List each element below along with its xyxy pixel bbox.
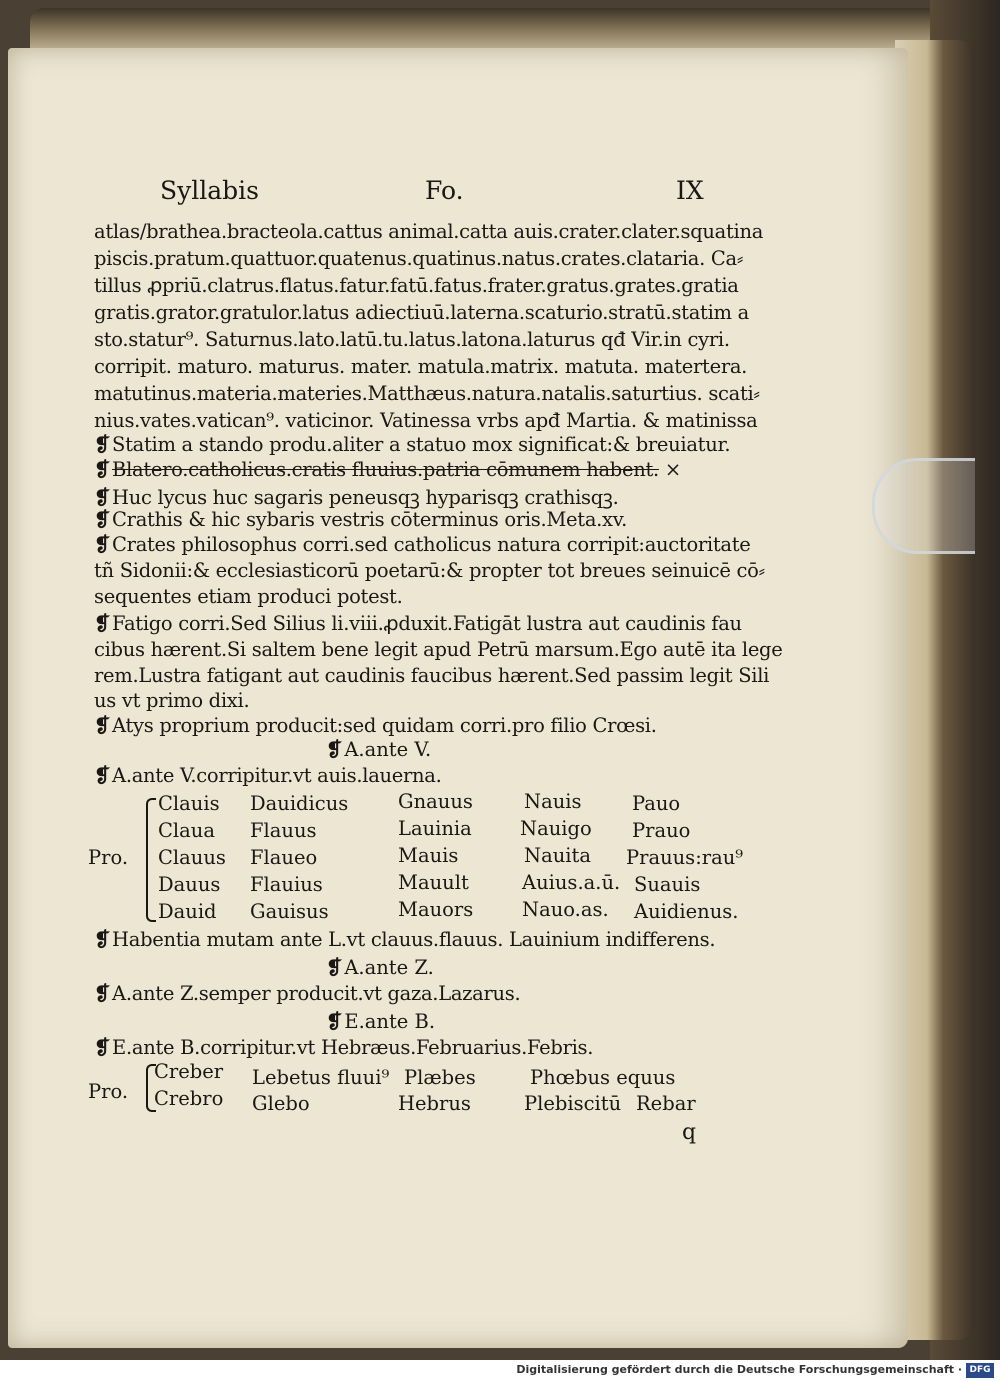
word-cell: Gauisus bbox=[250, 900, 329, 923]
pilcrow-icon: ❡ bbox=[94, 533, 111, 556]
pilcrow-icon: ❡ bbox=[94, 458, 111, 481]
body-line: sto.statur⁹. Saturnus.lato.latū.tu.latus.latona.laturus qđ Vir.in cyri. bbox=[94, 328, 730, 351]
word-cell: Mauors bbox=[398, 898, 474, 921]
brace bbox=[146, 798, 156, 922]
word-cell: Hebrus bbox=[398, 1092, 471, 1115]
pilcrow-icon: ❡ bbox=[94, 508, 111, 531]
word-cell: Pauo bbox=[632, 792, 681, 815]
paragraph-line: ❡ Crates philosophus corri.sed catholicus natura corripit:auctoritate bbox=[94, 533, 751, 556]
section-heading: ❡ A.ante Z. bbox=[326, 956, 434, 979]
word-cell: Plæbes bbox=[404, 1066, 476, 1089]
folio-number: IX bbox=[676, 176, 704, 205]
word-cell: Auius.a.ū. bbox=[522, 871, 621, 894]
paragraph-line: ❡ Crathis & hic sybaris vestris cōterminus oris.Meta.xv. bbox=[94, 508, 628, 531]
signature-mark: q bbox=[682, 1120, 697, 1145]
word-cell: Nauis bbox=[524, 790, 582, 813]
pilcrow-icon: ❡ bbox=[94, 764, 111, 787]
word-cell: Creber bbox=[154, 1060, 224, 1083]
pilcrow-icon: ❡ bbox=[94, 714, 111, 737]
paragraph-line bbox=[94, 458, 681, 481]
footer-bar bbox=[0, 1360, 1000, 1382]
word-cell: Rebar bbox=[636, 1092, 696, 1115]
footer-credit: Digitalisierung gefördert durch die Deutsche Forschungsgemeinschaft · bbox=[516, 1363, 962, 1376]
body-line: nius.vates.vatican⁹. vaticinor. Vatinessa vrbs apđ Martia. & matinissa bbox=[94, 409, 758, 432]
pilcrow-icon: ❡ bbox=[326, 738, 343, 761]
word-cell: Glebo bbox=[252, 1092, 310, 1115]
body-line: corripit. maturo. maturus. mater. matula.matrix. matuta. matertera. bbox=[94, 355, 748, 378]
paragraph-line: ❡ Fatigo corri.Sed Silius li.viii.ꝓduxit.Fatigāt lustra aut caudinis fau bbox=[94, 612, 742, 635]
word-cell: Claua bbox=[158, 819, 215, 842]
section-heading: ❡ A.ante V. bbox=[326, 738, 432, 761]
paragraph-line: rem.Lustra fatigant aut caudinis faucibus hærent.Sed passim legit Sili bbox=[94, 664, 770, 687]
body-line: gratis.grator.gratulor.latus adiectiuū.laterna.scaturio.stratū.statim a bbox=[94, 301, 749, 324]
pilcrow-icon: ❡ bbox=[94, 1036, 111, 1059]
paragraph-line: sequentes etiam produci potest. bbox=[94, 585, 403, 608]
dfg-logo: DFG bbox=[966, 1363, 994, 1378]
word-cell: Clauis bbox=[158, 792, 220, 815]
body-line: tillus ꝓpriū.clatrus.flatus.fatur.fatū.fatus.frater.gratus.grates.gratia bbox=[94, 274, 739, 297]
paragraph-line: us vt primo dixi. bbox=[94, 689, 250, 712]
word-cell: Lebetus fluui⁹ bbox=[252, 1066, 390, 1089]
running-header-left: Syllabis bbox=[160, 176, 259, 205]
paperclip-icon bbox=[872, 458, 975, 554]
pilcrow-icon: ❡ bbox=[326, 956, 343, 979]
word-cell: Suauis bbox=[634, 873, 701, 896]
word-cell: Mauult bbox=[398, 871, 469, 894]
word-cell: Phœbus equus bbox=[530, 1066, 676, 1089]
pro-label: Pro. bbox=[88, 846, 129, 869]
pro-label: Pro. bbox=[88, 1080, 129, 1103]
section-rule: ❡ A.ante V.corripitur.vt auis.lauerna. bbox=[94, 764, 442, 787]
word-cell: Mauis bbox=[398, 844, 459, 867]
section-heading: ❡ E.ante B. bbox=[326, 1010, 436, 1033]
body-line: atlas/brathea.bracteola.cattus animal.catta auis.crater.clater.squatina bbox=[94, 220, 764, 243]
word-cell: Clauus bbox=[158, 846, 226, 869]
pilcrow-icon: ❡ bbox=[326, 1010, 343, 1033]
word-cell: Prauo bbox=[632, 819, 691, 842]
word-cell: Plebiscitū bbox=[524, 1092, 622, 1115]
pilcrow-icon: ❡ bbox=[94, 612, 111, 635]
word-cell: Nauigo bbox=[520, 817, 592, 840]
paragraph-line: ❡ Atys proprium producit:sed quidam corri.pro filio Crœsi. bbox=[94, 714, 657, 737]
pilcrow-icon: ❡ bbox=[94, 928, 111, 951]
paragraph-line: ❡ Statim a stando produ.aliter a statuo mox significat:& breuiatur. bbox=[94, 433, 731, 456]
pilcrow-icon: ❡ bbox=[94, 433, 111, 456]
word-cell: Flauius bbox=[250, 873, 323, 896]
word-cell: Nauo.as. bbox=[522, 898, 609, 921]
section-rule: ❡ E.ante B.corripitur.vt Hebræus.Februarius.Febris. bbox=[94, 1036, 594, 1059]
strike-mark: × bbox=[664, 458, 681, 481]
running-header-center: Fo. bbox=[425, 176, 464, 205]
paragraph-line: tñ Sidonii:& ecclesiasticorū poetarū:& propter tot breues seinuicē cō⸗ bbox=[94, 559, 765, 582]
word-cell: Dauus bbox=[158, 873, 221, 896]
pilcrow-icon: ❡ bbox=[94, 982, 111, 1005]
word-cell: Crebro bbox=[154, 1087, 224, 1110]
body-line: piscis.pratum.quattuor.quatenus.quatinus.natus.crates.clataria. Ca⸗ bbox=[94, 247, 744, 270]
section-rule: ❡ A.ante Z.semper producit.vt gaza.Lazarus. bbox=[94, 982, 521, 1005]
word-cell: Prauus:rau⁹ bbox=[626, 846, 744, 869]
pilcrow-icon: ❡ bbox=[94, 486, 111, 509]
word-cell: Dauid bbox=[158, 900, 217, 923]
word-cell: Auidienus. bbox=[634, 900, 739, 923]
struck-text: Blatero.catholicus.cratis fluuius.patria cōmunem habent. bbox=[112, 458, 659, 481]
word-cell: Flaueo bbox=[250, 846, 318, 869]
paragraph-line: ❡ Huc lycus huc sagaris peneusqꝫ hyparisqꝫ crathisqꝫ. bbox=[94, 486, 619, 509]
word-cell: Flauus bbox=[250, 819, 317, 842]
body-line: matutinus.materia.materies.Matthæus.natura.natalis.saturtius. scati⸗ bbox=[94, 382, 760, 405]
word-cell: Gnauus bbox=[398, 790, 473, 813]
word-cell: Lauinia bbox=[398, 817, 472, 840]
word-cell: Nauita bbox=[524, 844, 591, 867]
section-note: ❡ Habentia mutam ante L.vt clauus.flauus. Lauinium indifferens. bbox=[94, 928, 716, 951]
paragraph-line: cibus hærent.Si saltem bene legit apud Petrū marsum.Ego autē ita lege bbox=[94, 638, 783, 661]
word-cell: Dauidicus bbox=[250, 792, 349, 815]
